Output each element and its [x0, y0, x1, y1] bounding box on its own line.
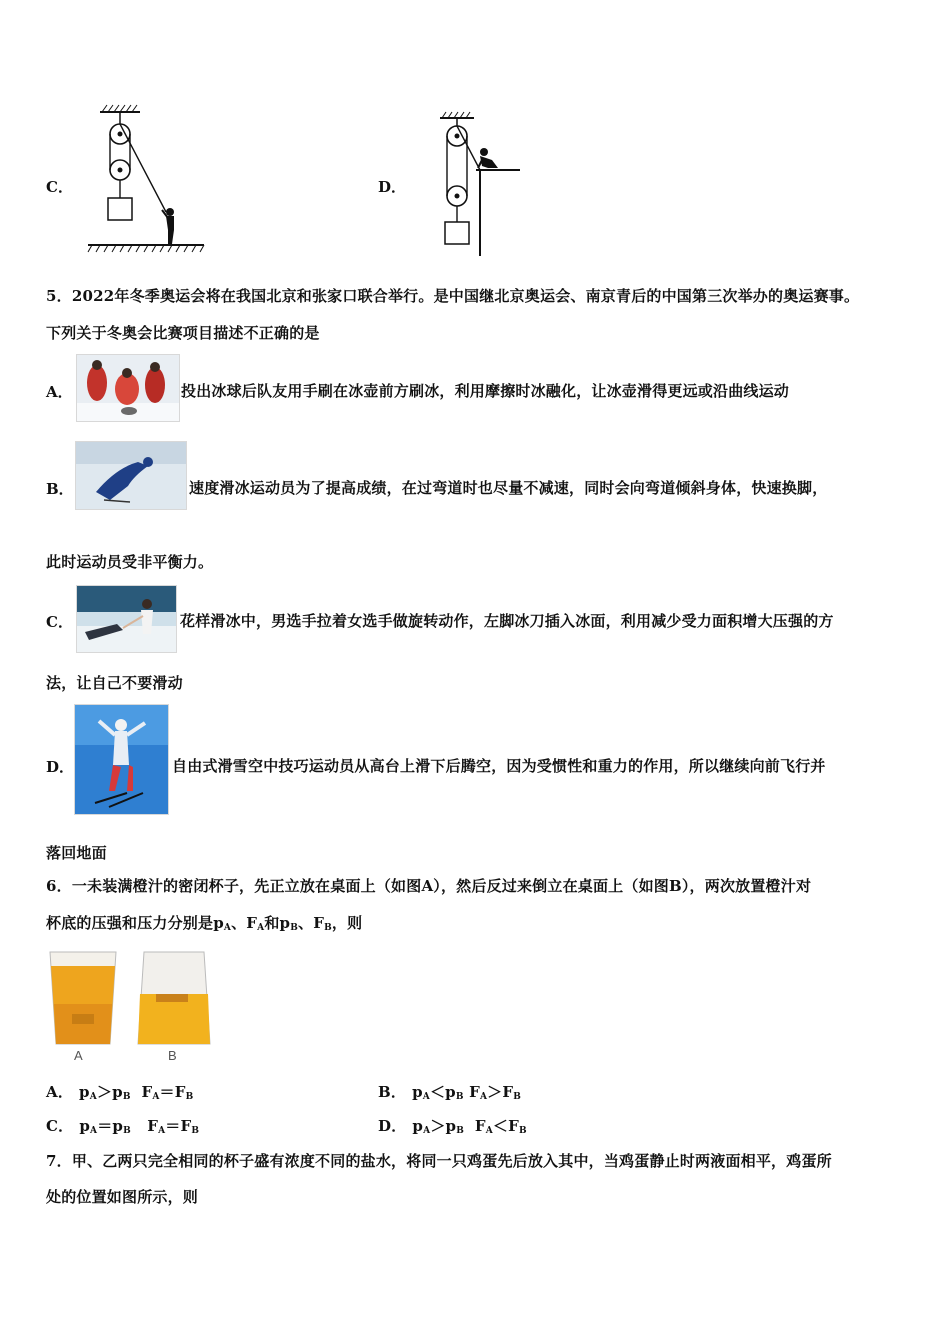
juice-cups-figure [46, 944, 218, 1066]
q5-option-b-cont: 此时运动员受非平衡力。 [46, 553, 214, 571]
q5-option-b-label: B． [46, 480, 74, 498]
pulley-diagram-c [84, 100, 210, 256]
pulley-diagram-d [432, 110, 526, 260]
q5-option-b-text: 速度滑冰运动员为了提高成绩，在过弯道时也尽量不减速，同时会向弯道倾斜身体，快速换脚， [189, 479, 828, 497]
q6-option-a: A． $p_A>p_B$ $F_A=F_B$ [46, 1083, 194, 1102]
cup-b-label: B [168, 1048, 177, 1063]
q5-option-a-text: 投出冰球后队友用手刷在冰壶前方刷冰，利用摩擦时冰融化，让冰壶滑得更远或沿曲线运动 [181, 382, 790, 400]
cup-a-label: A [74, 1048, 83, 1063]
q5-option-d-text: 自由式滑雪空中技巧运动员从高台上滑下后腾空，因为受惯性和重力的作用，所以继续向前飞行并 [172, 757, 826, 775]
q6-stem-line2: 杯底的压强和压力分别是$p_A$、$F_A$和$p_B$、$F_B$，则 [46, 914, 363, 933]
q5-option-d-cont: 落回地面 [46, 844, 107, 862]
q5-option-d-label: D． [46, 758, 75, 776]
q5-option-a-label: A． [46, 383, 73, 401]
q7-stem-line2: 处的位置如图所示，则 [46, 1188, 199, 1206]
option-c-label: C． [46, 178, 73, 196]
q6-option-b: B． $p_A<p_B$ $F_A>F_B$ [378, 1083, 522, 1102]
cup-a [50, 952, 116, 1044]
q5-option-c-text: 花样滑冰中，男选手拉着女选手做旋转动作，左脚冰刀插入冰面，利用减少受力面积增大压强的方 [180, 612, 834, 630]
q7-stem-line1: 7．甲、乙两只完全相同的杯子盛有浓度不同的盐水，将同一只鸡蛋先后放入其中，当鸡蛋静止时两液面相平，鸡蛋所 [46, 1152, 832, 1170]
freestyle-skiing-photo [74, 704, 169, 815]
q5-option-c-cont: 法，让自己不要滑动 [46, 674, 183, 692]
q5-stem-line2: 下列关于冬奥会比赛项目描述不正确的是 [46, 324, 320, 342]
q6-stem-line1: 6．一未装满橙汁的密闭杯子，先正立放在桌面上（如图A），然后反过来倒立在桌面上（如图B），两次放置橙汁对 [46, 877, 812, 895]
cup-b [138, 952, 210, 1044]
option-d-label: D． [378, 178, 407, 196]
q6-option-c: C． $p_A=p_B$ $F_A=F_B$ [46, 1117, 200, 1136]
curling-photo [76, 354, 180, 422]
figure-skating-photo [76, 585, 177, 653]
q6-option-d: D． $p_A>p_B$ $F_A<F_B$ [378, 1117, 527, 1136]
q5-stem-line1: 5．2022年冬季奥运会将在我国北京和张家口联合举行。是中国继北京奥运会、南京青后的中国第三次举办的奥运赛事。 [46, 287, 860, 305]
speed-skating-photo [75, 441, 187, 510]
q5-option-c-label: C． [46, 613, 73, 631]
